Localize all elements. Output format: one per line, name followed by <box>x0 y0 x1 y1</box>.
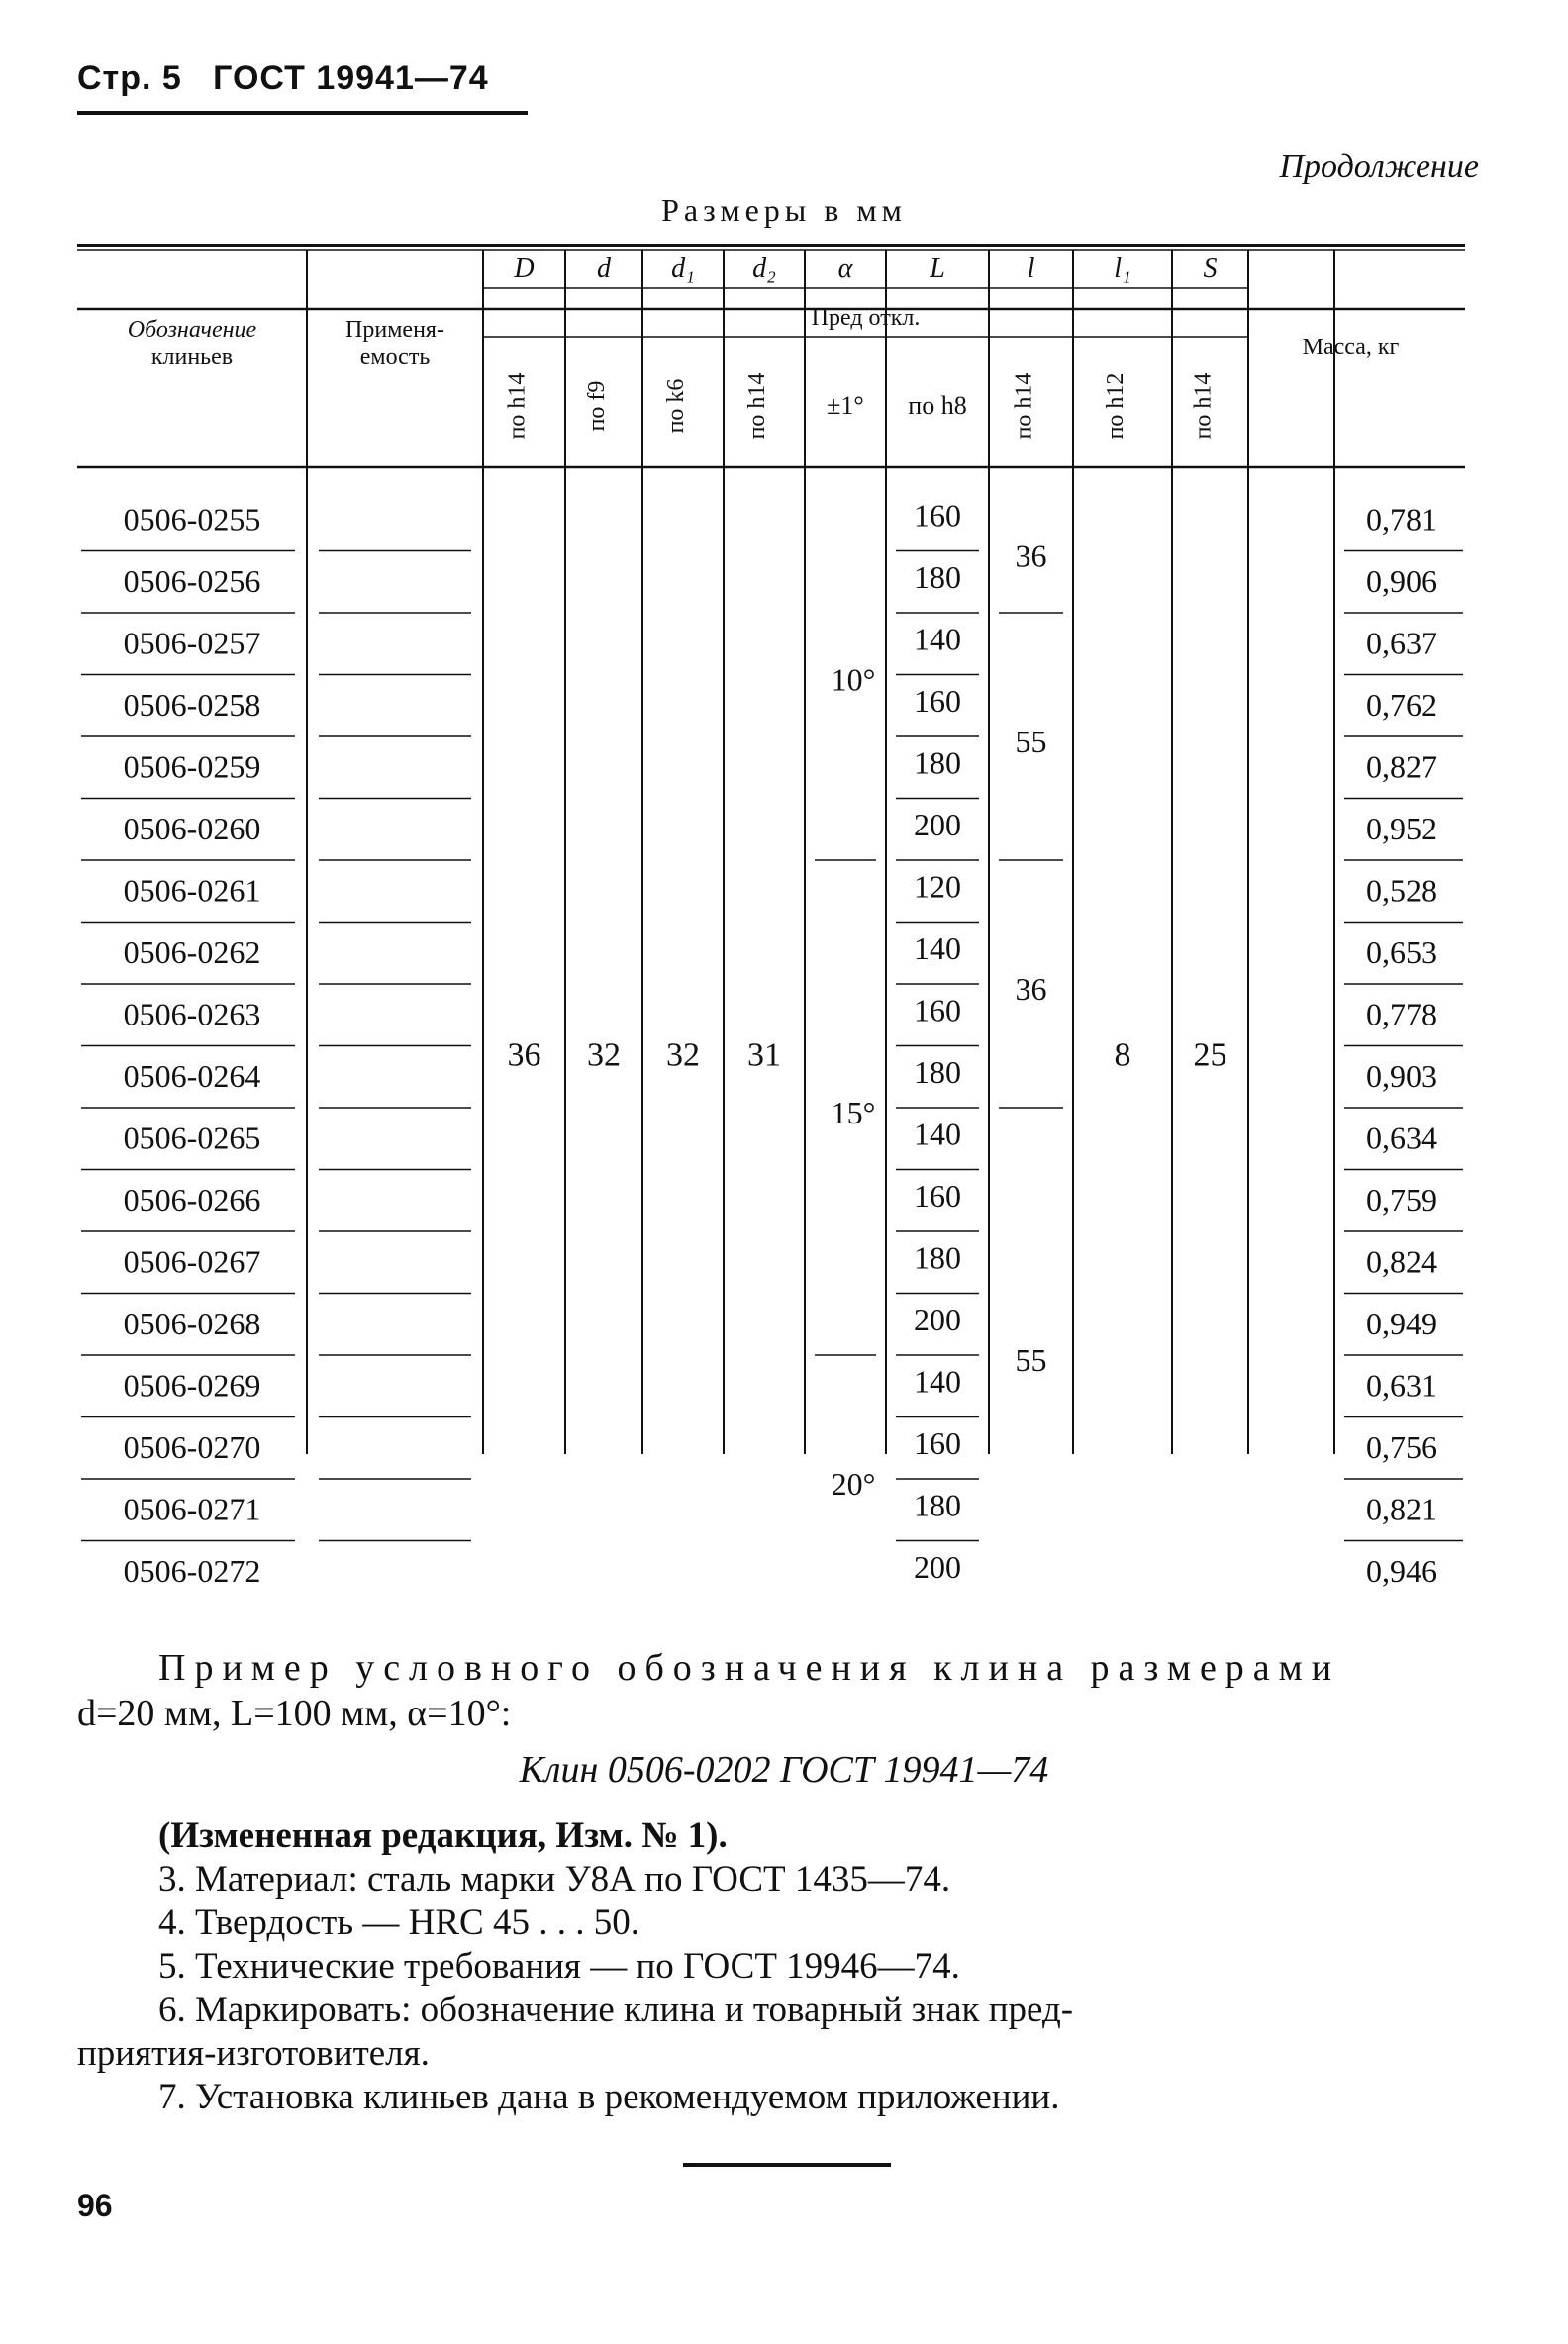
dim-symbol: d <box>597 253 611 284</box>
page-label: Стр. 5 <box>77 59 182 97</box>
row-length: 160 <box>914 682 961 719</box>
row-mass: 0,949 <box>1366 1305 1437 1341</box>
row-code: 0506-0267 <box>123 1243 261 1280</box>
tolerance-cell: по h14 <box>1011 372 1037 440</box>
row-mass: 0,821 <box>1366 1491 1437 1527</box>
row-code: 0506-0264 <box>123 1057 261 1094</box>
tolerance-cell: по h14 <box>744 372 770 440</box>
item-installation: 7. Установка клиньев дана в рекомендуемом приложении. <box>158 2077 1060 2117</box>
row-code: 0506-0269 <box>123 1367 261 1404</box>
value-l1: 8 <box>1114 1036 1131 1074</box>
value-S: 25 <box>1193 1036 1227 1074</box>
l-value: 55 <box>1015 1342 1047 1378</box>
header-designation: Обозначение <box>127 317 257 342</box>
row-code: 0506-0258 <box>123 686 261 723</box>
row-mass: 0,528 <box>1366 872 1437 909</box>
dim-symbol: S <box>1203 253 1218 284</box>
row-mass: 0,631 <box>1366 1367 1437 1404</box>
row-mass: 0,759 <box>1366 1181 1437 1218</box>
row-mass: 0,824 <box>1366 1243 1437 1280</box>
footer-rule <box>683 2163 891 2167</box>
row-code: 0506-0259 <box>123 748 261 785</box>
page-number: 96 <box>77 2188 113 2223</box>
row-length: 160 <box>914 1424 961 1461</box>
tolerance-cell: по f9 <box>584 380 610 432</box>
standard-number: ГОСТ 19941—74 <box>213 59 489 97</box>
row-length: 140 <box>914 1363 961 1400</box>
value-d2: 31 <box>747 1036 781 1074</box>
dim-symbol: d₁ <box>671 253 695 284</box>
row-length: 180 <box>914 744 961 781</box>
row-length: 180 <box>914 1053 961 1090</box>
value-D: 36 <box>507 1036 541 1074</box>
row-code: 0506-0256 <box>123 562 261 599</box>
row-length: 160 <box>914 1177 961 1214</box>
row-code: 0506-0266 <box>123 1181 261 1218</box>
dim-symbol: d₂ <box>752 253 776 284</box>
row-mass: 0,946 <box>1366 1552 1437 1589</box>
item-marking: 6. Маркировать: обозначение клина и товарный знак пред- <box>158 1990 1074 2030</box>
dim-symbol: D <box>514 253 535 284</box>
item-hardness: 4. Твердость — HRC 45 . . . 50. <box>158 1903 639 1943</box>
alpha-value: 20° <box>831 1466 876 1502</box>
row-mass: 0,756 <box>1366 1428 1437 1465</box>
row-length: 120 <box>914 868 961 905</box>
header-applicability: емость <box>359 344 431 370</box>
tolerance-cell: по h12 <box>1103 372 1128 440</box>
row-length: 140 <box>914 621 961 657</box>
row-code: 0506-0271 <box>123 1491 261 1527</box>
dim-symbol: α <box>837 253 853 284</box>
row-code: 0506-0272 <box>123 1552 261 1589</box>
dimensions-table <box>77 238 1465 1643</box>
l-value: 36 <box>1015 537 1047 574</box>
row-code: 0506-0270 <box>123 1428 261 1465</box>
tolerance-cell: по h14 <box>504 372 531 440</box>
item-marking-cont: приятия-изготовителя. <box>77 2033 430 2074</box>
row-mass: 0,827 <box>1366 748 1437 785</box>
row-length: 140 <box>914 929 961 966</box>
row-mass: 0,781 <box>1366 501 1437 537</box>
row-code: 0506-0262 <box>123 933 261 970</box>
item-material: 3. Материал: сталь марки У8А по ГОСТ 1435—74. <box>158 1859 951 1900</box>
dim-symbol: l₁ <box>1114 253 1131 284</box>
tolerance-cell: по k6 <box>663 378 689 434</box>
example-intro: Пример условного обозначения клина размерами <box>158 1647 1341 1689</box>
row-code: 0506-0255 <box>123 501 261 537</box>
row-code: 0506-0257 <box>123 625 261 661</box>
page-header <box>77 59 489 98</box>
continuation-label: Продолжение <box>1279 148 1479 185</box>
row-length: 180 <box>914 1487 961 1523</box>
row-code: 0506-0260 <box>123 810 261 846</box>
example-params: d=20 мм, L=100 мм, α=10°: <box>77 1693 512 1734</box>
tolerance-header: Пред откл. <box>811 305 921 331</box>
example-designation: Клин 0506-0202 ГОСТ 19941—74 <box>519 1749 1049 1791</box>
row-mass: 0,653 <box>1366 933 1437 970</box>
row-length: 160 <box>914 992 961 1028</box>
tolerance-cell: по h8 <box>908 391 967 420</box>
row-length: 200 <box>914 806 961 842</box>
value-d: 32 <box>587 1036 621 1074</box>
l-value: 36 <box>1015 971 1047 1007</box>
tolerance-cell: по h14 <box>1190 372 1217 440</box>
row-mass: 0,637 <box>1366 625 1437 661</box>
row-code: 0506-0263 <box>123 996 261 1032</box>
row-mass: 0,634 <box>1366 1120 1437 1156</box>
row-code: 0506-0268 <box>123 1305 261 1341</box>
l-value: 55 <box>1015 724 1047 759</box>
row-length: 200 <box>914 1301 961 1337</box>
alpha-value: 15° <box>831 1095 876 1130</box>
row-length: 180 <box>914 558 961 595</box>
item-requirements: 5. Технические требования — по ГОСТ 19946—74. <box>158 1946 960 1987</box>
revision-note: (Измененная редакция, Изм. № 1). <box>158 1815 728 1856</box>
tolerance-cell: ±1° <box>827 391 864 420</box>
header-applicability: Применя- <box>345 317 444 342</box>
dim-symbol: l <box>1027 253 1035 284</box>
row-length: 140 <box>914 1116 961 1152</box>
row-length: 180 <box>914 1239 961 1276</box>
row-code: 0506-0265 <box>123 1120 261 1156</box>
row-length: 200 <box>914 1548 961 1585</box>
header-designation: клиньев <box>150 344 234 370</box>
header-rule <box>77 111 528 115</box>
value-d1: 32 <box>666 1036 700 1074</box>
units-caption: Размеры в мм <box>661 192 907 228</box>
row-mass: 0,903 <box>1366 1057 1437 1094</box>
row-mass: 0,906 <box>1366 562 1437 599</box>
dim-symbol: L <box>930 253 945 284</box>
row-code: 0506-0261 <box>123 872 261 909</box>
header-mass: Масса, кг <box>1302 335 1400 360</box>
alpha-value: 10° <box>831 661 876 698</box>
row-length: 160 <box>914 497 961 534</box>
row-mass: 0,952 <box>1366 810 1437 846</box>
row-mass: 0,762 <box>1366 686 1437 723</box>
row-mass: 0,778 <box>1366 996 1437 1032</box>
